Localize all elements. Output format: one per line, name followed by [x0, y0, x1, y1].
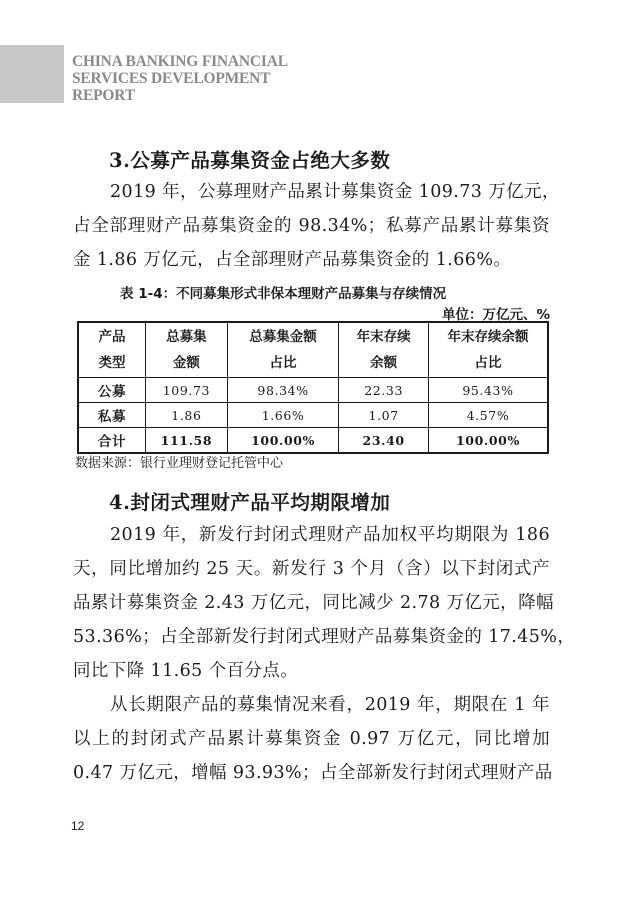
- row-header: 合计: [78, 428, 146, 454]
- section-4-title: 4.封闭式理财产品平均期限增加: [109, 491, 391, 514]
- table-header-row: [78, 322, 548, 378]
- paragraph-line: 品累计募集资金 2.43 万亿元，同比减少 2.78 万亿元，降幅: [73, 593, 554, 613]
- data-source: 数据来源：银行业理财登记托管中心: [75, 456, 284, 471]
- table-cell: 4.57%: [428, 403, 548, 428]
- data-table: [77, 321, 549, 454]
- table-total-row: [78, 428, 548, 454]
- row-header: 公募: [78, 378, 146, 403]
- column-header: 总募集金额 占比: [227, 322, 339, 378]
- table-caption: 表 1-4：不同募集形式非保本理财产品募集与存续情况: [120, 286, 447, 302]
- header-grey-block: [0, 45, 64, 103]
- paragraph-line: 2019 年，新发行封闭式理财产品加权平均期限为 186: [110, 525, 550, 545]
- table-cell: 98.34%: [227, 378, 339, 403]
- table-row: [78, 403, 548, 428]
- column-header: 年末存续 余额: [339, 322, 429, 378]
- paragraph-line: 2019 年，公募理财产品累计募集资金 109.73 万亿元，: [110, 182, 560, 202]
- page-number: 12: [71, 819, 85, 833]
- paragraph-line: 从长期限产品的募集情况来看，2019 年，期限在 1 年: [110, 695, 550, 715]
- table-cell: 100.00%: [227, 428, 339, 454]
- table-unit: 单位：万亿元、%: [441, 307, 550, 323]
- paragraph-line: 金 1.86 万亿元，占全部理财产品募集资金的 1.66%。: [73, 250, 512, 270]
- table-cell: 109.73: [146, 378, 228, 403]
- report-header-line: CHINA BANKING FINANCIAL: [72, 53, 288, 70]
- paragraph-line: 占全部理财产品募集资金的 98.34%；私募产品累计募集资: [73, 216, 550, 236]
- table-cell: 1.66%: [227, 403, 339, 428]
- column-header: 总募集 金额: [146, 322, 228, 378]
- section-3-title: 3.公募产品募集资金占绝大多数: [109, 149, 391, 172]
- report-header: [72, 53, 288, 104]
- column-header: 产品 类型: [78, 322, 146, 378]
- row-header: 私募: [78, 403, 146, 428]
- report-header-line: REPORT: [72, 87, 135, 104]
- table-cell: 111.58: [146, 428, 228, 454]
- paragraph-line: 53.36%；占全部新发行封闭式理财产品募集资金的 17.45%，: [73, 627, 576, 647]
- table-cell: 1.86: [146, 403, 228, 428]
- report-header-line: SERVICES DEVELOPMENT: [72, 70, 271, 87]
- paragraph-line: 同比下降 11.65 个百分点。: [73, 661, 299, 681]
- table-cell: 95.43%: [428, 378, 548, 403]
- table-row: [78, 378, 548, 403]
- table-cell: 23.40: [339, 428, 429, 454]
- paragraph-line: 天，同比增加约 25 天。新发行 3 个月（含）以下封闭式产: [73, 559, 550, 579]
- table-cell: 1.07: [339, 403, 429, 428]
- table-cell: 22.33: [339, 378, 429, 403]
- paragraph-line: 以上的封闭式产品累计募集资金 0.97 万亿元，同比增加: [73, 729, 550, 749]
- table-cell: 100.00%: [428, 428, 548, 454]
- column-header: 年末存续余额 占比: [428, 322, 548, 378]
- paragraph-line: 0.47 万亿元，增幅 93.93%；占全部新发行封闭式理财产品: [73, 763, 553, 783]
